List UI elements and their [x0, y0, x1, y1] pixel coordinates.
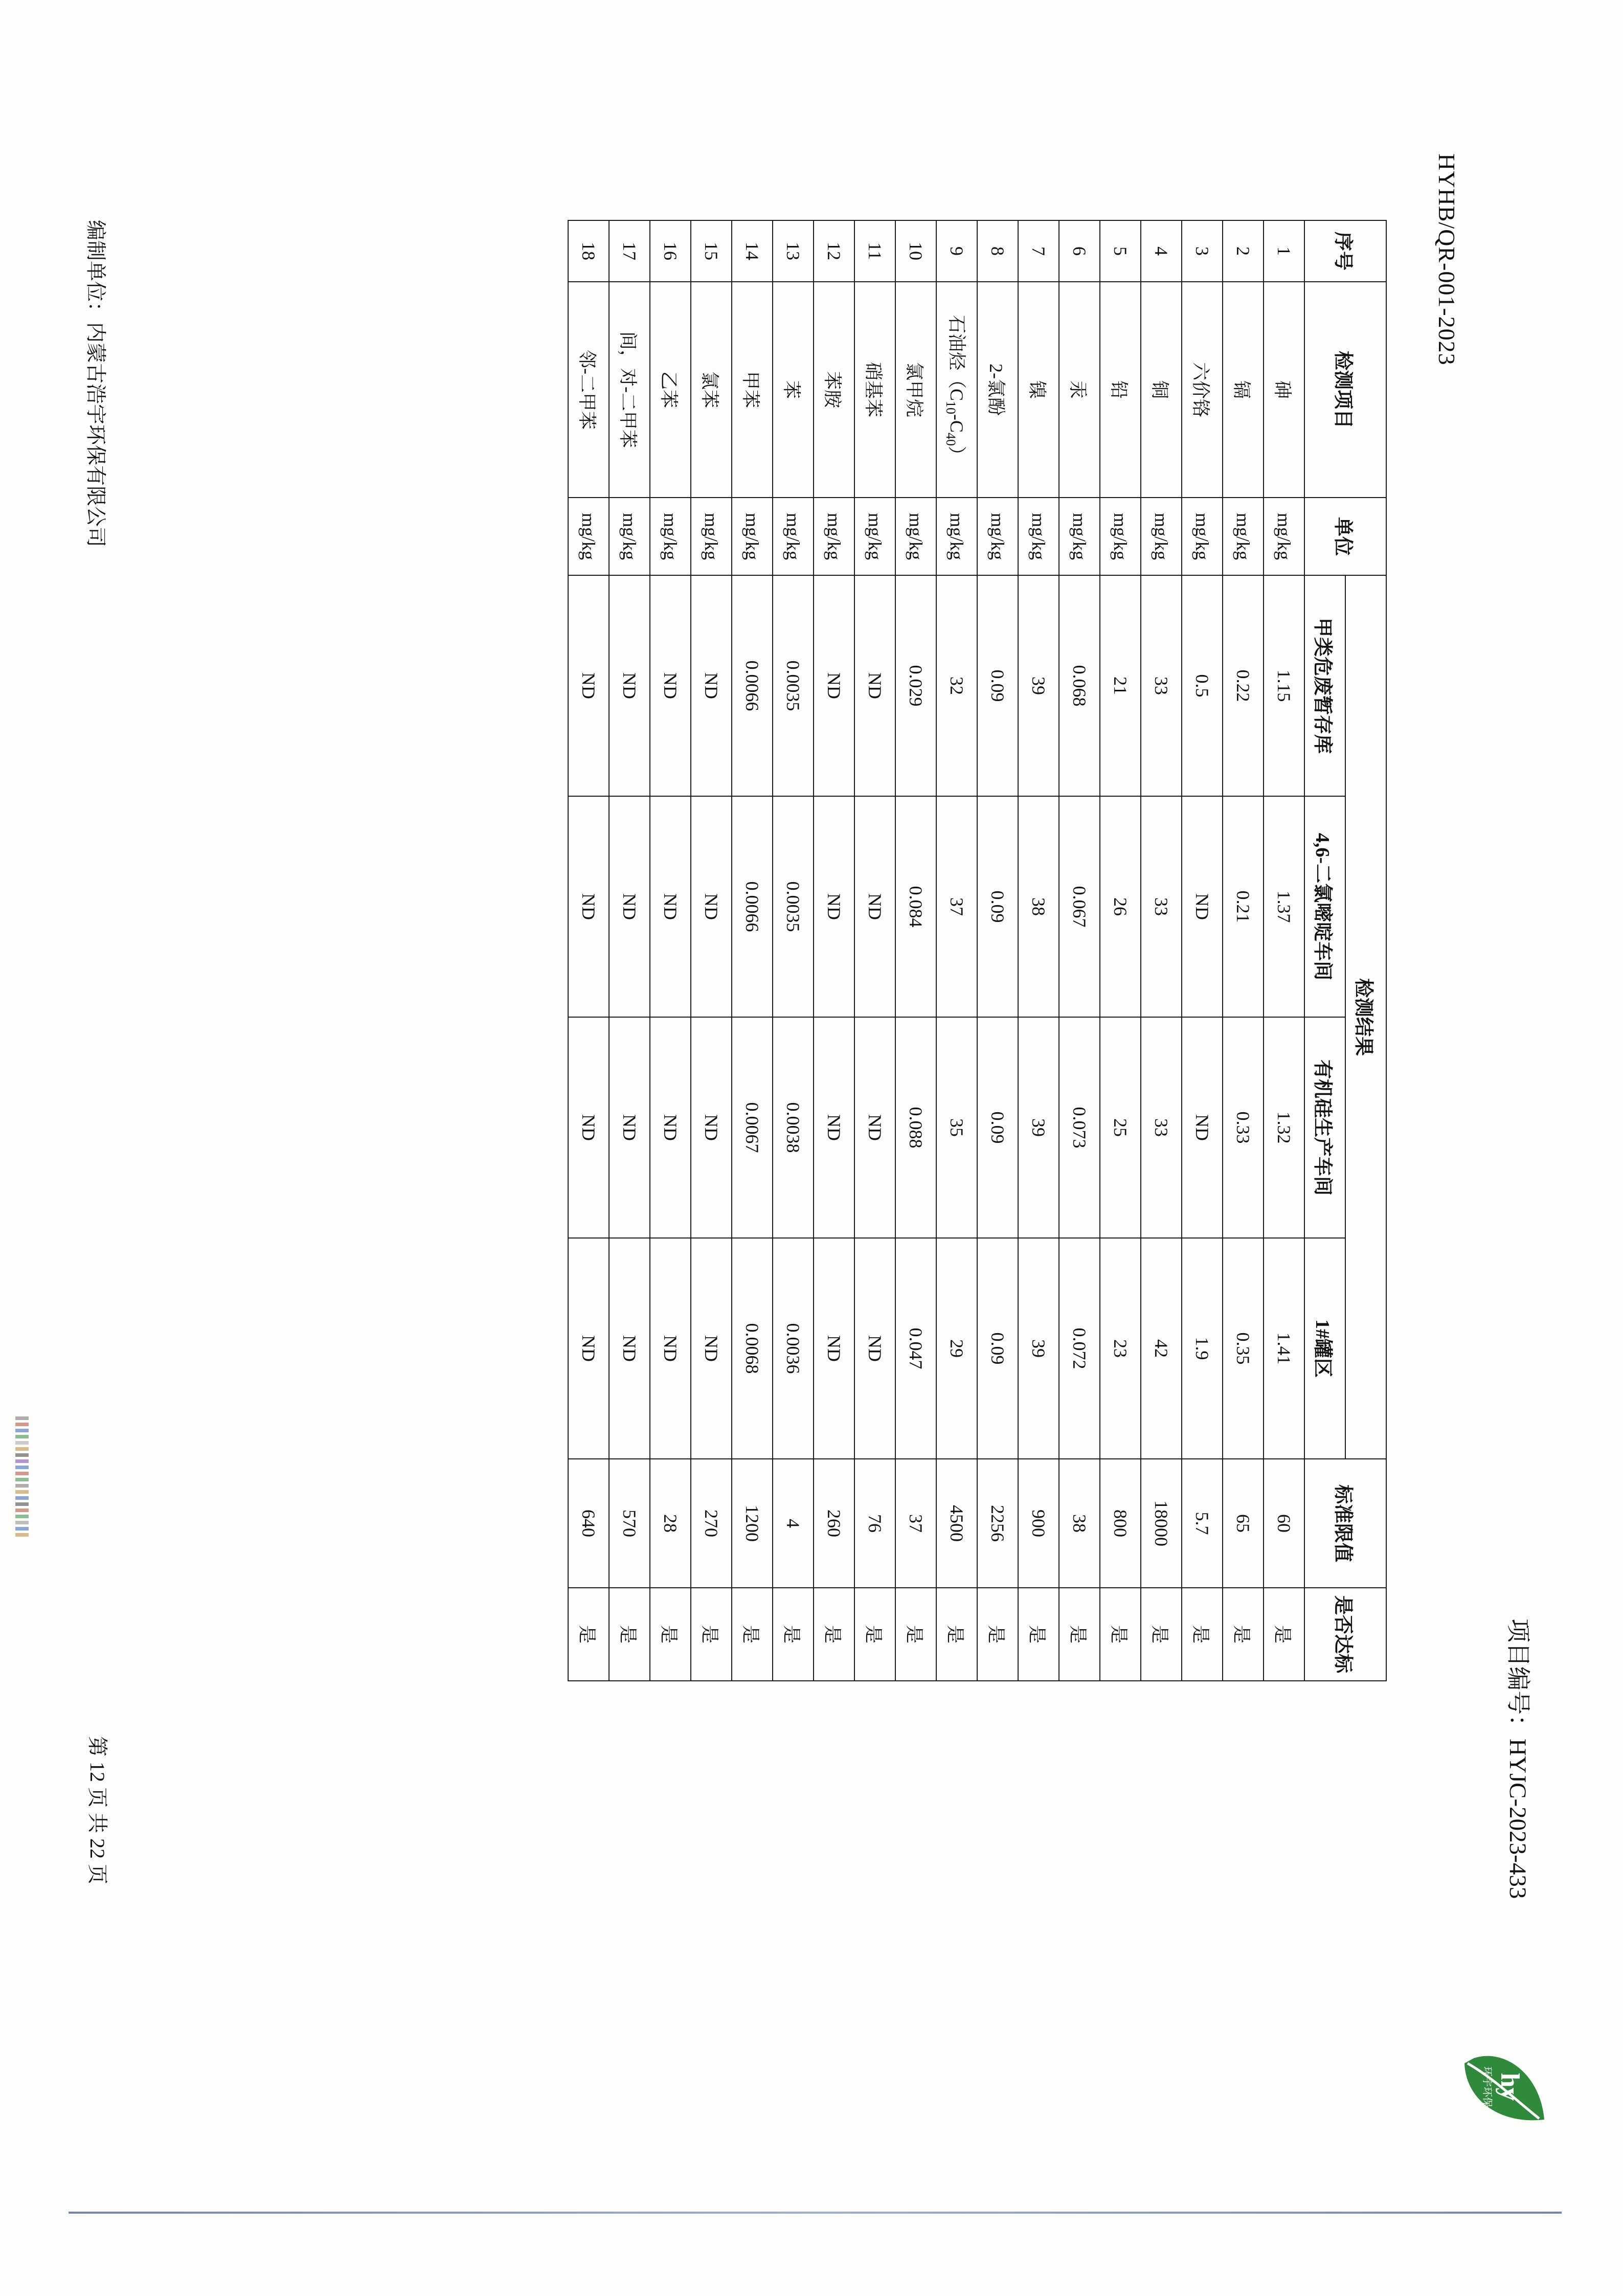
- row-unit: mg/kg: [568, 498, 609, 575]
- row-limit: 65: [1223, 1459, 1264, 1588]
- row-result-2: 0.084: [895, 796, 936, 1017]
- row-no: 15: [691, 220, 732, 282]
- row-result-4: 42: [1141, 1238, 1182, 1459]
- table-row: [1141, 220, 1182, 1681]
- row-result-4: ND: [650, 1238, 691, 1459]
- row-item: 甲苯: [732, 282, 773, 498]
- row-result-1: ND: [609, 575, 650, 796]
- row-pass: 是: [773, 1588, 814, 1681]
- row-result-2: 26: [1100, 796, 1141, 1017]
- row-limit: 1200: [732, 1459, 773, 1588]
- row-item: 2-氯酚: [977, 282, 1018, 498]
- row-item: 苯胺: [814, 282, 854, 498]
- company-logo-icon: [1448, 2043, 1550, 2135]
- row-result-3: 0.088: [895, 1017, 936, 1238]
- row-result-4: ND: [568, 1238, 609, 1459]
- header-item: 检测项目: [1304, 282, 1386, 498]
- svg-text:环宇环保: 环宇环保: [1481, 2066, 1493, 2107]
- row-no: 14: [732, 220, 773, 282]
- header-result-col-1: 甲类危废暂存库: [1304, 575, 1345, 796]
- row-limit: 38: [1059, 1459, 1100, 1588]
- row-pass: 是: [732, 1588, 773, 1681]
- row-item: 镉: [1223, 282, 1264, 498]
- row-no: 4: [1141, 220, 1182, 282]
- row-no: 11: [854, 220, 895, 282]
- row-result-1: ND: [650, 575, 691, 796]
- row-unit: mg/kg: [895, 498, 936, 575]
- row-result-2: 37: [936, 796, 977, 1017]
- row-no: 16: [650, 220, 691, 282]
- row-pass: 是: [691, 1588, 732, 1681]
- row-limit: 5.7: [1182, 1459, 1223, 1588]
- row-pass: 是: [814, 1588, 854, 1681]
- table-row: [732, 220, 773, 1681]
- row-result-1: 1.15: [1264, 575, 1304, 796]
- table-row: [814, 220, 854, 1681]
- row-item: 乙苯: [650, 282, 691, 498]
- row-limit: 260: [814, 1459, 854, 1588]
- row-pass: 是: [1264, 1588, 1304, 1681]
- table-row: [1182, 220, 1223, 1681]
- row-limit: 900: [1018, 1459, 1059, 1588]
- row-item: 汞: [1059, 282, 1100, 498]
- row-result-4: ND: [609, 1238, 650, 1459]
- row-result-1: 33: [1141, 575, 1182, 796]
- table-row: [1059, 220, 1100, 1681]
- table-row: [854, 220, 895, 1681]
- row-limit: 570: [609, 1459, 650, 1588]
- row-result-1: ND: [854, 575, 895, 796]
- header-result-col-2: 4,6-二氯嘧啶车间: [1304, 796, 1345, 1017]
- row-pass: 是: [650, 1588, 691, 1681]
- row-pass: 是: [609, 1588, 650, 1681]
- row-no: 13: [773, 220, 814, 282]
- row-unit: mg/kg: [1264, 498, 1304, 575]
- row-limit: 4: [773, 1459, 814, 1588]
- row-result-3: ND: [691, 1017, 732, 1238]
- row-limit: 2256: [977, 1459, 1018, 1588]
- page-edge-line: [69, 2212, 1562, 2214]
- row-result-3: 33: [1141, 1017, 1182, 1238]
- row-result-1: 39: [1018, 575, 1059, 796]
- table-row: [1223, 220, 1264, 1681]
- row-result-2: 0.09: [977, 796, 1018, 1017]
- row-result-4: 0.047: [895, 1238, 936, 1459]
- row-item: 六价铬: [1182, 282, 1223, 498]
- row-result-1: 0.029: [895, 575, 936, 796]
- row-result-3: ND: [854, 1017, 895, 1238]
- row-unit: mg/kg: [854, 498, 895, 575]
- row-item: 石油烃$(C_{10}-C_{40})$: [936, 282, 977, 498]
- row-unit: mg/kg: [732, 498, 773, 575]
- row-no: 2: [1223, 220, 1264, 282]
- row-pass: 是: [977, 1588, 1018, 1681]
- row-unit: mg/kg: [1100, 498, 1141, 575]
- row-result-1: 32: [936, 575, 977, 796]
- row-unit: mg/kg: [609, 498, 650, 575]
- row-item: 苯: [773, 282, 814, 498]
- row-item: 间，对-二甲苯: [609, 282, 650, 498]
- row-limit: 28: [650, 1459, 691, 1588]
- row-result-3: ND: [1182, 1017, 1223, 1238]
- row-item: 硝基苯: [854, 282, 895, 498]
- row-limit: 800: [1100, 1459, 1141, 1588]
- row-result-4: ND: [854, 1238, 895, 1459]
- row-item: 氯甲烷: [895, 282, 936, 498]
- row-result-2: ND: [650, 796, 691, 1017]
- row-result-4: 0.0068: [732, 1238, 773, 1459]
- footer-organization: 编制单位：内蒙古浩宇环保有限公司: [84, 220, 107, 547]
- row-result-2: 0.067: [1059, 796, 1100, 1017]
- row-pass: 是: [1018, 1588, 1059, 1681]
- row-limit: 4500: [936, 1459, 977, 1588]
- footer-page-number: 第 12 页 共 22 页: [86, 1736, 109, 1884]
- row-result-2: ND: [691, 796, 732, 1017]
- row-item: 镍: [1018, 282, 1059, 498]
- row-result-4: 0.35: [1223, 1238, 1264, 1459]
- row-item: 铅: [1100, 282, 1141, 498]
- row-result-4: 23: [1100, 1238, 1141, 1459]
- row-result-4: 0.0036: [773, 1238, 814, 1459]
- row-result-4: 39: [1018, 1238, 1059, 1459]
- row-result-1: ND: [568, 575, 609, 796]
- svg-text:hy: hy: [1495, 2073, 1524, 2101]
- row-pass: 是: [1141, 1588, 1182, 1681]
- row-result-4: 29: [936, 1238, 977, 1459]
- row-no: 1: [1264, 220, 1304, 282]
- row-no: 18: [568, 220, 609, 282]
- row-pass: 是: [568, 1588, 609, 1681]
- row-result-3: 25: [1100, 1017, 1141, 1238]
- row-result-2: 38: [1018, 796, 1059, 1017]
- row-item: 邻-二甲苯: [568, 282, 609, 498]
- row-result-2: 0.21: [1223, 796, 1264, 1017]
- row-pass: 是: [1223, 1588, 1264, 1681]
- row-result-2: ND: [854, 796, 895, 1017]
- row-result-3: 0.0038: [773, 1017, 814, 1238]
- row-pass: 是: [1059, 1588, 1100, 1681]
- row-limit: 76: [854, 1459, 895, 1588]
- header-pass: 是否达标: [1304, 1588, 1386, 1681]
- row-result-2: 1.37: [1264, 796, 1304, 1017]
- row-unit: mg/kg: [814, 498, 854, 575]
- table-row: [609, 220, 650, 1681]
- row-result-3: 0.073: [1059, 1017, 1100, 1238]
- row-item: 砷: [1264, 282, 1304, 498]
- row-unit: mg/kg: [691, 498, 732, 575]
- row-pass: 是: [854, 1588, 895, 1681]
- row-unit: mg/kg: [977, 498, 1018, 575]
- row-result-3: 0.09: [977, 1017, 1018, 1238]
- row-result-2: 33: [1141, 796, 1182, 1017]
- row-no: 3: [1182, 220, 1223, 282]
- row-item: 氯苯: [691, 282, 732, 498]
- header-limit: 标准限值: [1304, 1459, 1386, 1588]
- row-no: 7: [1018, 220, 1059, 282]
- row-result-1: 21: [1100, 575, 1141, 796]
- row-result-2: 0.0066: [732, 796, 773, 1017]
- header-results-group: 检测结果: [1345, 575, 1386, 1459]
- results-table: [568, 220, 1387, 1681]
- row-no: 10: [895, 220, 936, 282]
- row-result-3: ND: [568, 1017, 609, 1238]
- row-result-1: ND: [691, 575, 732, 796]
- table-row: [773, 220, 814, 1681]
- table-body: [568, 220, 1304, 1681]
- row-result-2: ND: [814, 796, 854, 1017]
- row-result-1: ND: [814, 575, 854, 796]
- row-result-3: 39: [1018, 1017, 1059, 1238]
- row-unit: mg/kg: [1141, 498, 1182, 575]
- form-code: HYHB/QR-001-2023: [1434, 153, 1460, 366]
- row-result-1: 0.5: [1182, 575, 1223, 796]
- row-no: 9: [936, 220, 977, 282]
- table-row: [650, 220, 691, 1681]
- table-row: [977, 220, 1018, 1681]
- row-pass: 是: [895, 1588, 936, 1681]
- row-result-1: 0.22: [1223, 575, 1264, 796]
- row-no: 5: [1100, 220, 1141, 282]
- header-result-col-3: 有机硅生产车间: [1304, 1017, 1345, 1238]
- header-result-col-4: 1#罐区: [1304, 1238, 1345, 1459]
- row-no: 6: [1059, 220, 1100, 282]
- row-result-2: ND: [609, 796, 650, 1017]
- header-unit: 单位: [1304, 498, 1386, 575]
- row-result-1: 0.09: [977, 575, 1018, 796]
- row-result-2: ND: [568, 796, 609, 1017]
- row-result-3: ND: [814, 1017, 854, 1238]
- row-unit: mg/kg: [1059, 498, 1100, 575]
- project-number: 项目编号：HYJC-2023-433: [1504, 1618, 1531, 1899]
- table-row: [568, 220, 609, 1681]
- header-no: 序号: [1304, 220, 1386, 282]
- table-row: [936, 220, 977, 1681]
- row-pass: 是: [1100, 1588, 1141, 1681]
- row-result-4: ND: [814, 1238, 854, 1459]
- row-unit: mg/kg: [936, 498, 977, 575]
- row-result-3: 0.0067: [732, 1017, 773, 1238]
- row-result-3: 0.33: [1223, 1017, 1264, 1238]
- row-limit: 18000: [1141, 1459, 1182, 1588]
- row-result-4: 1.9: [1182, 1238, 1223, 1459]
- table-header-row-1: [1345, 220, 1386, 1681]
- table-row: [1264, 220, 1304, 1681]
- row-unit: mg/kg: [650, 498, 691, 575]
- row-pass: 是: [936, 1588, 977, 1681]
- row-no: 12: [814, 220, 854, 282]
- row-limit: 640: [568, 1459, 609, 1588]
- table-row: [691, 220, 732, 1681]
- row-result-1: 0.0035: [773, 575, 814, 796]
- row-result-4: 1.41: [1264, 1238, 1304, 1459]
- row-result-3: ND: [650, 1017, 691, 1238]
- row-no: 17: [609, 220, 650, 282]
- row-limit: 60: [1264, 1459, 1304, 1588]
- row-result-4: 0.072: [1059, 1238, 1100, 1459]
- row-result-3: 1.32: [1264, 1017, 1304, 1238]
- row-no: 8: [977, 220, 1018, 282]
- row-item: 铜: [1141, 282, 1182, 498]
- row-limit: 270: [691, 1459, 732, 1588]
- row-result-4: ND: [691, 1238, 732, 1459]
- table-row: [1018, 220, 1059, 1681]
- row-result-3: 35: [936, 1017, 977, 1238]
- row-unit: mg/kg: [1182, 498, 1223, 575]
- row-unit: mg/kg: [1018, 498, 1059, 575]
- row-unit: mg/kg: [1223, 498, 1264, 575]
- table-row: [895, 220, 936, 1681]
- row-result-2: ND: [1182, 796, 1223, 1017]
- row-result-2: 0.0035: [773, 796, 814, 1017]
- row-result-1: 0.068: [1059, 575, 1100, 796]
- row-unit: mg/kg: [773, 498, 814, 575]
- row-result-4: 0.09: [977, 1238, 1018, 1459]
- row-result-1: 0.0066: [732, 575, 773, 796]
- row-pass: 是: [1182, 1588, 1223, 1681]
- row-limit: 37: [895, 1459, 936, 1588]
- table-row: [1100, 220, 1141, 1681]
- row-result-3: ND: [609, 1017, 650, 1238]
